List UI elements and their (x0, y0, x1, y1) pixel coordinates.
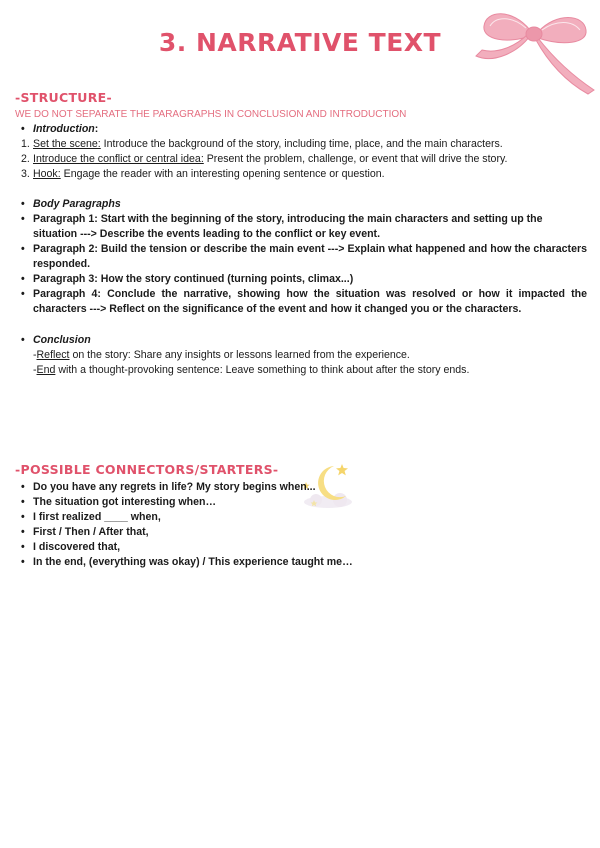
paragraph-keyword: conflict (274, 228, 313, 240)
paragraph-text: Build the tension or describe the (97, 243, 270, 255)
list-item (21, 272, 587, 287)
list-item: • Do you have any regrets in life? My story begins when... (21, 480, 587, 495)
list-item (21, 152, 587, 167)
step-text: Introduce the background of the story, including time, place, and the main characters. (100, 138, 503, 150)
step-number: 3. (21, 168, 30, 180)
introduction-label: Introduction (33, 123, 95, 135)
list-item: • The situation got interesting when… (21, 495, 587, 510)
conclusion-dash: - (33, 349, 37, 361)
conclusion-bullet (21, 333, 587, 348)
step-text: Present the problem, challenge, or event that will drive the story. (203, 153, 508, 165)
paragraph-number: 1: (88, 213, 98, 225)
paragraph-number: 4: (91, 288, 101, 300)
paragraph-text: situation ---> Describe the events leading to the (33, 228, 275, 240)
list-item (21, 242, 587, 272)
conclusion-section (21, 333, 587, 378)
paragraph-text: or key event. (312, 228, 381, 240)
introduction-section (21, 122, 587, 182)
list-item: • In the end, (everything was okay) / This experience taught me… (21, 555, 587, 570)
step-text: Engage the reader with an interesting opening sentence or question. (60, 168, 385, 180)
pink-ribbon-bow-icon (472, 4, 600, 96)
structure-heading: -STRUCTURE- (15, 90, 112, 105)
list-item (21, 137, 587, 152)
connectors-section (21, 480, 587, 570)
paragraph-number: 3: (88, 273, 98, 285)
paragraph-text: ...) (340, 273, 354, 285)
introduction-steps (21, 137, 587, 182)
paragraph-prefix: Paragraph (33, 288, 92, 300)
step-number: 1. (21, 138, 30, 150)
paragraph-text: or how it impacted the characters ---> Reflect on the significance of the event and how it changed you or the characters. (33, 288, 587, 315)
body-paragraphs-section (21, 197, 587, 317)
list-item: • First / Then / After that, (21, 525, 587, 540)
conclusion-dash: - (33, 364, 37, 376)
body-paragraphs-bullet (21, 197, 587, 212)
introduction-colon: : (94, 123, 99, 135)
conclusion-line-end (21, 363, 587, 378)
paragraph-prefix: Paragraph (33, 213, 89, 225)
conclusion-text: with a thought-provoking sentence: Leave something to think about after the story ends. (55, 364, 470, 376)
paragraph-keyword: main event (269, 243, 325, 255)
list-item (21, 287, 587, 317)
list-item: • I discovered that, (21, 540, 587, 555)
step-term: Introduce the conflict or central idea: (33, 153, 204, 165)
list-item (21, 212, 587, 242)
paragraph-text: How the story continued ( (97, 273, 231, 285)
conclusion-text: on the story: Share any insights or lessons learned from the experience. (69, 349, 410, 361)
paragraph-text: Conclude the narrative, showing how the situation was (100, 288, 413, 300)
connectors-heading: -POSSIBLE CONNECTORS/STARTERS- (15, 462, 279, 477)
paragraph-text: ---> Explain what happened and how the characters responded. (33, 243, 587, 270)
paragraph-keyword: turning points, climax (230, 273, 341, 285)
paragraph-prefix: Paragraph (33, 273, 89, 285)
step-term: Set the scene: (33, 138, 101, 150)
body-paragraphs-label: Body Paragraphs (33, 198, 121, 210)
structure-note: WE DO NOT SEPARATE THE PARAGRAPHS IN CONCLUSION AND INTRODUCTION (15, 109, 407, 120)
list-item (21, 167, 587, 182)
conclusion-label: Conclusion (33, 334, 91, 346)
paragraph-keyword: resolved (412, 288, 456, 300)
introduction-bullet (21, 122, 587, 137)
step-number: 2. (21, 153, 30, 165)
paragraph-text: Start with the beginning of the story, introducing the main characters and setting up the (97, 213, 543, 225)
paragraph-number: 2: (88, 243, 98, 255)
conclusion-term: Reflect (36, 349, 70, 361)
conclusion-line-reflect (21, 348, 587, 363)
paragraph-prefix: Paragraph (33, 243, 89, 255)
conclusion-term: End (36, 364, 56, 376)
step-term: Hook: (33, 168, 61, 180)
list-item: • I first realized ____ when, (21, 510, 587, 525)
page-title: 3. NARRATIVE TEXT (158, 28, 442, 57)
